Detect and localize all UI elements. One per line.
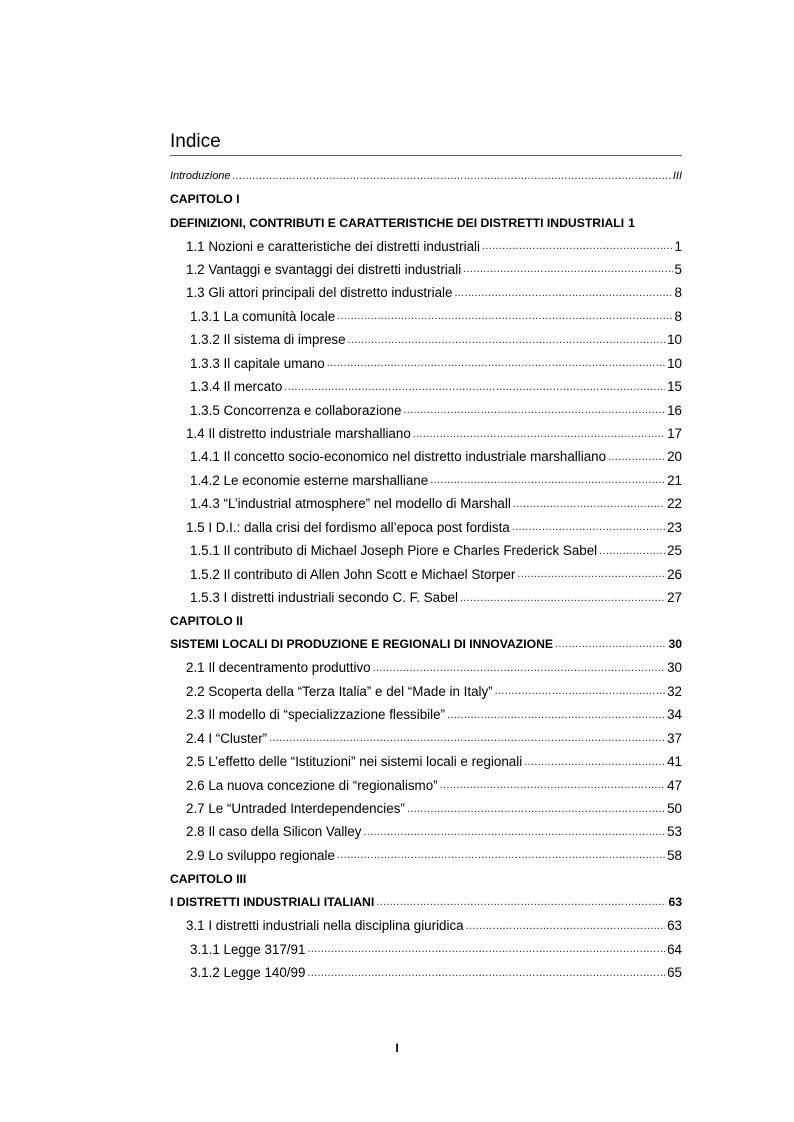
toc-entry	[170, 164, 682, 187]
toc-dot-leader	[327, 357, 665, 369]
toc-entry-page: 41	[667, 754, 682, 770]
toc-entry-page: 65	[667, 965, 682, 981]
toc-dot-leader	[463, 263, 672, 275]
toc-dot-leader	[482, 240, 673, 252]
toc-entry-title: DEFINIZIONI, CONTRIBUTI E CARATTERISTICHE DEI DISTRETTI INDUSTRIALI	[170, 215, 625, 230]
toc-entry-page: 23	[667, 519, 682, 535]
toc-entry	[170, 727, 682, 750]
toc-dot-leader	[608, 451, 665, 463]
toc-dot-leader	[307, 943, 665, 955]
toc-entry	[170, 562, 682, 585]
toc-entry-title: 1.4.1 Il concetto socio-economico nel distretto industriale marshalliano	[190, 449, 607, 465]
toc-dot-leader	[447, 709, 665, 721]
toc-entry	[170, 187, 682, 210]
toc-entry-title: 1.3.1 La comunità locale	[190, 308, 336, 324]
toc-entry	[170, 609, 682, 632]
toc-entry-page: 1	[674, 238, 682, 254]
toc-entry	[170, 914, 682, 937]
toc-entry-page: 34	[667, 707, 682, 723]
toc-entry	[170, 445, 682, 468]
toc-dot-leader	[233, 170, 671, 182]
toc-dot-leader	[466, 920, 665, 932]
toc-entry-page: 63	[668, 895, 682, 910]
toc-entry-page: 5	[674, 261, 682, 277]
toc-dot-leader	[403, 404, 665, 416]
toc-entry-title: SISTEMI LOCALI DI PRODUZIONE E REGIONALI DI INNOVAZIONE	[170, 637, 554, 652]
toc-entry-page: 25	[667, 543, 682, 559]
toc-entry-page: 8	[674, 285, 682, 301]
toc-entry	[170, 539, 682, 562]
toc-entry-page: 64	[667, 941, 682, 957]
toc-entry-page: 22	[667, 496, 682, 512]
toc-entry-title: 1.1 Nozioni e caratteristiche dei distretti industriali	[186, 238, 480, 254]
toc-entry	[170, 961, 682, 984]
toc-dot-leader	[430, 474, 665, 486]
toc-entry-title: 1.3.5 Concorrenza e collaborazione	[190, 402, 402, 418]
toc-entry-title: 1.4.3 “L’industrial atmosphere” nel modello di Marshall	[190, 496, 511, 512]
toc-entry	[170, 633, 682, 656]
toc-entry	[170, 469, 682, 492]
toc-entry	[170, 516, 682, 539]
toc-entry-title: 1.4 Il distretto industriale marshalliano	[186, 426, 411, 442]
toc-entry-page: 50	[667, 801, 682, 817]
toc-entry-page: 47	[667, 777, 682, 793]
toc-entry	[170, 234, 682, 257]
toc-entry-title: 2.5 L’effetto delle “Istituzioni” nei sistemi locali e regionali	[186, 754, 523, 770]
toc-entry	[170, 492, 682, 515]
toc-entry-title: 2.6 La nuova concezione di “regionalismo”	[186, 777, 438, 793]
toc-entry-page: 1	[628, 215, 635, 230]
toc-entry-title: I DISTRETTI INDUSTRIALI ITALIANI	[170, 895, 375, 910]
toc-entry	[170, 586, 682, 609]
toc-entry-page: III	[672, 169, 682, 182]
toc-entry-page: 30	[668, 637, 682, 652]
toc-entry-page: 10	[667, 355, 682, 371]
toc-entry	[170, 867, 682, 890]
toc-entry	[170, 797, 682, 820]
toc-entry-page: 10	[667, 332, 682, 348]
toc-entry-title: 1.2 Vantaggi e svantaggi dei distretti industriali	[186, 261, 462, 277]
toc-entry-title: 2.2 Scoperta della “Terza Italia” e del “Made in Italy”	[186, 683, 493, 699]
toc-dot-leader	[407, 803, 665, 815]
toc-dot-leader	[376, 896, 666, 908]
toc-entry-title: CAPITOLO I	[170, 192, 240, 207]
toc-dot-leader	[599, 545, 665, 557]
toc-dot-leader	[524, 756, 665, 768]
toc-entry-title: 1.3 Gli attori principali del distretto industriale	[186, 285, 453, 301]
toc-dot-leader	[284, 381, 665, 393]
toc-entry-title: 2.7 Le “Untraded Interdependencies”	[186, 801, 405, 817]
toc-dot-leader	[348, 334, 666, 346]
table-of-contents	[170, 164, 682, 984]
toc-dot-leader	[337, 310, 672, 322]
toc-entry-title: 1.5 I D.I.: dalla crisi del fordismo all’epoca post fordista	[186, 519, 510, 535]
toc-entry-page: 27	[667, 590, 682, 606]
toc-entry-title: 1.3.3 Il capitale umano	[190, 355, 325, 371]
toc-entry	[170, 750, 682, 773]
toc-entry	[170, 820, 682, 843]
toc-entry-title: 3.1 I distretti industriali nella disciplina giuridica	[186, 918, 464, 934]
toc-entry-page: 32	[667, 683, 682, 699]
toc-dot-leader	[373, 662, 665, 674]
toc-entry-page: 63	[667, 918, 682, 934]
toc-entry-title: 2.8 Il caso della Silicon Valley	[186, 824, 362, 840]
toc-dot-leader	[413, 428, 665, 440]
toc-entry	[170, 891, 682, 914]
toc-entry-title: 2.9 Lo sviluppo regionale	[186, 847, 335, 863]
page-number: I	[395, 1041, 399, 1055]
toc-dot-leader	[363, 826, 665, 838]
toc-entry	[170, 281, 682, 304]
toc-entry-title: Introduzione	[170, 169, 231, 182]
toc-dot-leader	[440, 779, 665, 791]
toc-entry	[170, 258, 682, 281]
toc-dot-leader	[512, 521, 665, 533]
toc-entry	[170, 305, 682, 328]
toc-entry-title: 3.1.2 Legge 140/99	[190, 965, 306, 981]
toc-entry-page: 8	[674, 308, 682, 324]
toc-entry-page: 30	[667, 660, 682, 676]
toc-entry	[170, 844, 682, 867]
toc-dot-leader	[454, 287, 672, 299]
toc-entry	[170, 375, 682, 398]
toc-entry-title: 2.4 I “Cluster”	[186, 730, 268, 746]
toc-entry	[170, 656, 682, 679]
toc-dot-leader	[495, 685, 665, 697]
toc-entry	[170, 422, 682, 445]
toc-entry-page: 58	[667, 847, 682, 863]
toc-entry-title: CAPITOLO III	[170, 871, 247, 886]
toc-dot-leader	[513, 498, 665, 510]
toc-dot-leader	[337, 849, 665, 861]
toc-entry-page: 20	[667, 449, 682, 465]
toc-entry-title: 3.1.1 Legge 317/91	[190, 941, 306, 957]
toc-entry-page: 37	[667, 730, 682, 746]
toc-entry-title: CAPITOLO II	[170, 614, 243, 629]
toc-entry	[170, 328, 682, 351]
toc-entry-page: 26	[667, 566, 682, 582]
toc-entry-page: 15	[667, 379, 682, 395]
toc-entry-title: 1.5.3 I distretti industriali secondo C. F. Sabel	[190, 590, 458, 606]
toc-entry	[170, 773, 682, 796]
toc-entry	[170, 352, 682, 375]
toc-entry-page: 21	[667, 472, 682, 488]
toc-entry-title: 1.3.4 Il mercato	[190, 379, 283, 395]
toc-entry	[170, 703, 682, 726]
toc-entry-title: 1.3.2 Il sistema di imprese	[190, 332, 346, 348]
toc-dot-leader	[307, 967, 665, 979]
toc-entry-title: 1.5.1 Il contributo di Michael Joseph Piore e Charles Frederick Sabel	[190, 543, 598, 559]
toc-entry	[170, 398, 682, 421]
toc-entry	[170, 937, 682, 960]
toc-entry-page: 17	[667, 426, 682, 442]
page-title: Indice	[170, 131, 221, 152]
toc-dot-leader	[555, 638, 666, 650]
toc-entry-page: 53	[667, 824, 682, 840]
toc-entry-title: 1.5.2 Il contributo di Allen John Scott e Michael Storper	[190, 566, 516, 582]
toc-entry	[170, 211, 682, 234]
toc-entry-title: 1.4.2 Le economie esterne marshalliane	[190, 472, 429, 488]
toc-entry-title: 2.3 Il modello di “specializzazione flessibile”	[186, 707, 446, 723]
toc-entry-page: 16	[667, 402, 682, 418]
toc-entry-title: 2.1 Il decentramento produttivo	[186, 660, 371, 676]
title-rule	[170, 155, 682, 156]
toc-dot-leader	[269, 732, 665, 744]
toc-dot-leader	[517, 568, 665, 580]
toc-dot-leader	[460, 592, 665, 604]
toc-entry	[170, 680, 682, 703]
